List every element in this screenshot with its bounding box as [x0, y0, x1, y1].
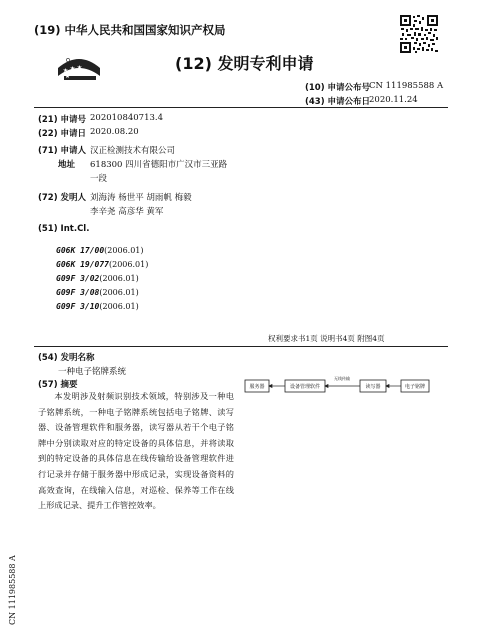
- publication-date: 2020.11.24: [369, 95, 418, 105]
- patent-office-name: (19) 中华人民共和国国家知识产权局: [34, 23, 226, 37]
- classification-entry: G09F 3/02(2006.01): [56, 274, 139, 283]
- invention-title-label: (54) 发明名称: [38, 353, 95, 363]
- address-line-1: 618300 四川省德阳市广汉市三亚路: [90, 160, 228, 170]
- diagram-link-label: 无线传输: [334, 376, 350, 381]
- abstract-diagram: [244, 372, 444, 396]
- classification-list: [56, 238, 149, 311]
- applicant-label: (71) 申请人: [38, 146, 87, 156]
- abstract-text: 本发明涉及射频识别技术领域，特别涉及一种电子铭牌系统，一种电子铭牌系统包括电子铭牌、读写器、设备管理软件和服务器，读写器从若干个电子铭牌中分别读取对应的特定设备的具体信息，并将读取到的特定设备的具体信息在线传输给设备管理软件进行记录并存储于服务器中形成记录，实现设备资料的高效查询，在线输入信息，对巡检、保养等工作在线上形成记录、提升工作管控效率。: [38, 391, 234, 511]
- application-date-label: (22) 申请日: [38, 129, 87, 139]
- classification-entry: G09F 3/10(2006.01): [56, 302, 139, 311]
- address-label: 地址: [58, 160, 76, 170]
- side-publication-number: CN 111985588 A: [8, 555, 17, 625]
- cnipa-logo: [56, 46, 102, 84]
- address-line-2: 一段: [90, 174, 108, 184]
- publication-number-label: (10) 申请公布号: [305, 83, 371, 93]
- qr-code: [399, 14, 439, 54]
- diagram-label-server: 服务器: [249, 383, 265, 390]
- application-number-label: (21) 申请号: [38, 115, 87, 125]
- inventors-line-1: 刘海涛 杨世平 胡雨帆 梅毅: [90, 193, 192, 203]
- applicant-name: 汉正检测技术有限公司: [90, 146, 176, 156]
- abstract-label: (57) 摘要: [38, 380, 78, 390]
- header-divider: [34, 107, 448, 108]
- inventor-label: (72) 发明人: [38, 193, 87, 203]
- application-number: 202010840713.4: [90, 113, 164, 123]
- inventors-line-2: 李辛尧 高彦华 黄军: [90, 207, 164, 217]
- publication-date-label: (43) 申请公布日: [305, 97, 371, 107]
- application-date: 2020.08.20: [90, 127, 139, 137]
- classification-entry: G09F 3/08(2006.01): [56, 288, 139, 297]
- diagram-label-reader: 读写器: [365, 383, 381, 390]
- diagram-label-nameplate: 电子铭牌: [404, 383, 426, 390]
- classification-entry: G06K 17/00(2006.01): [56, 246, 144, 255]
- classification-entry: G06K 19/077(2006.01): [56, 260, 149, 269]
- section-divider: [34, 346, 448, 347]
- document-type-title: (12) 发明专利申请: [175, 54, 314, 73]
- diagram-label-software: 设备管理软件: [289, 383, 321, 390]
- invention-title: 一种电子铭牌系统: [58, 367, 127, 377]
- page-counts: 权利要求书1页 说明书4页 附图4页: [268, 334, 385, 343]
- int-cl-label: (51) Int.Cl.: [38, 224, 90, 234]
- publication-number: CN 111985588 A: [369, 81, 444, 91]
